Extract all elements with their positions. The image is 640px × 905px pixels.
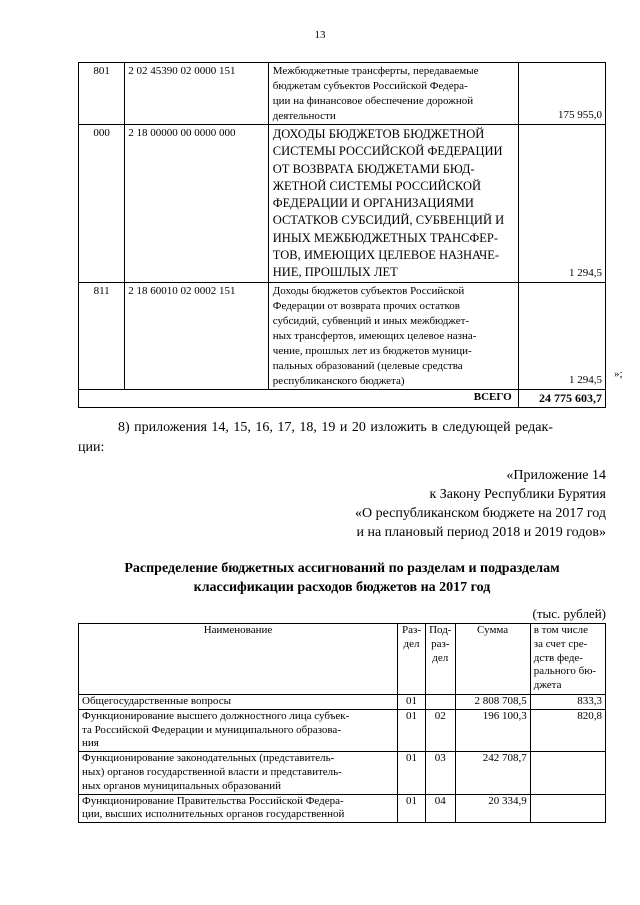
- page-number: 13: [314, 29, 326, 41]
- appendix-law: к Закону Республики Бурятия: [429, 487, 606, 502]
- federal-sum: [530, 794, 605, 823]
- text-line: за счет сре-: [533, 637, 588, 650]
- subsection-code: 03: [426, 752, 455, 794]
- text-line: Функционирование высшего должностного лица субъек-: [82, 709, 350, 722]
- admin-code: 801: [79, 63, 125, 125]
- text-line: та Российской Федерации и муниципального образова-: [82, 723, 341, 736]
- text-line: джета: [533, 679, 562, 692]
- text-line: в том числе: [533, 624, 589, 636]
- section-code: 01: [397, 695, 425, 710]
- text-line: НИЕ, ПРОШЛЫХ ЛЕТ: [272, 265, 398, 280]
- table-row: [79, 282, 606, 389]
- table-title-line2: классификации расходов бюджетов на 2017 год: [193, 580, 491, 595]
- text-line: Функционирование Правительства Российской Федера-: [82, 794, 344, 807]
- revenue-sum: 1 294,5: [518, 282, 605, 389]
- section-code: 01: [397, 794, 425, 823]
- revenue-name: [268, 63, 518, 125]
- federal-sum: 820,8: [530, 709, 605, 751]
- text-line: ния: [82, 737, 99, 750]
- appendix-law-period: и на плановый период 2018 и 2019 годов»: [356, 525, 606, 540]
- text-line: ОСТАТКОВ СУБСИДИЙ, СУБВЕНЦИЙ И: [272, 213, 505, 228]
- text-line: ных) органов государственной власти и представитель-: [82, 765, 342, 778]
- table-row: [79, 125, 606, 283]
- expense-name: [79, 709, 398, 751]
- bk-code: 2 18 00000 00 0000 000: [125, 125, 269, 283]
- text-line: ДОХОДЫ БЮДЖЕТОВ БЮДЖЕТНОЙ: [272, 127, 485, 141]
- expense-sum: 196 100,3: [455, 709, 530, 751]
- amendment-paragraph: [78, 418, 606, 458]
- subsection-code: 02: [426, 709, 455, 751]
- revenue-sum: 1 294,5: [518, 125, 605, 283]
- expense-name: [79, 695, 398, 710]
- total-label: ВСЕГО: [79, 389, 519, 407]
- appendix-number: «Приложение 14: [506, 468, 606, 483]
- text-line: СИСТЕМЫ РОССИЙСКОЙ ФЕДЕРАЦИИ: [272, 144, 503, 159]
- revenue-table: [78, 62, 606, 408]
- table-row: [79, 794, 606, 823]
- text-line: ции, высших исполнительных органов государственной: [82, 808, 345, 821]
- text-line: 8) приложения 14, 15, 16, 17, 18, 19 и 20 изложить в следующей редак-: [118, 420, 553, 435]
- admin-code: 000: [79, 125, 125, 283]
- admin-code: 811: [79, 282, 125, 389]
- federal-sum: 833,3: [530, 695, 605, 710]
- revenue-name: [268, 125, 518, 283]
- expense-name: [79, 794, 398, 823]
- text-line: дств феде-: [533, 651, 583, 664]
- subsection-code: [426, 695, 455, 710]
- expense-table: [78, 623, 606, 823]
- text-line: ции на финансовое обеспечение дорожной: [272, 95, 474, 107]
- text-line: ОТ ВОЗВРАТА БЮДЖЕТАМИ БЮД-: [272, 161, 475, 176]
- table-row: [79, 695, 606, 710]
- closing-quote: »;: [614, 368, 623, 380]
- text-line: ции:: [78, 440, 105, 455]
- text-line: ных органов муниципальных образований: [82, 779, 282, 792]
- text-line: Межбюджетные трансферты, передаваемые: [272, 65, 479, 77]
- text-line: Доходы бюджетов субъектов Российской: [272, 284, 465, 297]
- text-line: республиканского бюджета): [272, 374, 405, 387]
- text-line: деятельности: [272, 110, 336, 122]
- text-line: дел: [403, 637, 420, 650]
- revenue-sum: 175 955,0: [518, 63, 605, 125]
- units-label: (тыс. рублей): [532, 606, 606, 621]
- text-line: Федерации от возврата прочих остатков: [272, 299, 460, 312]
- table-row: [79, 709, 606, 751]
- header-name: Наименование: [79, 624, 398, 695]
- text-line: Раз-: [402, 624, 422, 636]
- bk-code: 2 18 60010 02 0002 151: [125, 282, 269, 389]
- expense-sum: 2 808 708,5: [455, 695, 530, 710]
- text-line: ФЕДЕРАЦИИ И ОРГАНИЗАЦИЯМИ: [272, 196, 474, 211]
- expense-sum: 242 708,7: [455, 752, 530, 794]
- text-line: пальных образований (целевые средства: [272, 359, 463, 372]
- federal-sum: [530, 752, 605, 794]
- appendix-law-title: «О республиканском бюджете на 2017 год: [355, 506, 606, 521]
- section-code: 01: [397, 709, 425, 751]
- text-line: ИНЫХ МЕЖБЮДЖЕТНЫХ ТРАНСФЕР-: [272, 230, 499, 245]
- text-line: Общегосударственные вопросы: [82, 695, 231, 707]
- bk-code: 2 02 45390 02 0000 151: [125, 63, 269, 125]
- expense-sum: 20 334,9: [455, 794, 530, 823]
- total-row: [79, 389, 606, 407]
- text-line: бюджетам субъектов Российской Федера-: [272, 80, 468, 92]
- subsection-code: 04: [426, 794, 455, 823]
- header-subsection: [426, 624, 455, 695]
- text-line: субсидий, субвенций и иных межбюджет-: [272, 314, 470, 327]
- total-sum: 24 775 603,7: [518, 389, 605, 407]
- header-federal: [530, 624, 605, 695]
- text-line: раз-: [431, 637, 450, 650]
- table-row: [79, 752, 606, 794]
- text-line: ЖЕТНОЙ СИСТЕМЫ РОССИЙСКОЙ: [272, 178, 482, 193]
- text-line: Под-: [429, 624, 452, 636]
- section-code: 01: [397, 752, 425, 794]
- text-line: рального бю-: [533, 665, 597, 678]
- expense-name: [79, 752, 398, 794]
- text-line: ТОВ, ИМЕЮЩИХ ЦЕЛЕВОЕ НАЗНАЧЕ-: [272, 248, 500, 263]
- table-row: [79, 63, 606, 125]
- revenue-name: [268, 282, 518, 389]
- table-header-row: [79, 624, 606, 695]
- text-line: дел: [432, 651, 449, 664]
- table-title: Распределение бюджетных ассигнований по разделам и подразделам: [124, 561, 560, 576]
- text-line: ных трансфертов, имеющих целевое назна-: [272, 329, 477, 342]
- header-section: [397, 624, 425, 695]
- header-sum: Сумма: [455, 624, 530, 695]
- text-line: чение, прошлых лет из бюджетов муници-: [272, 344, 472, 357]
- text-line: Функционирование законодательных (представитель-: [82, 752, 335, 765]
